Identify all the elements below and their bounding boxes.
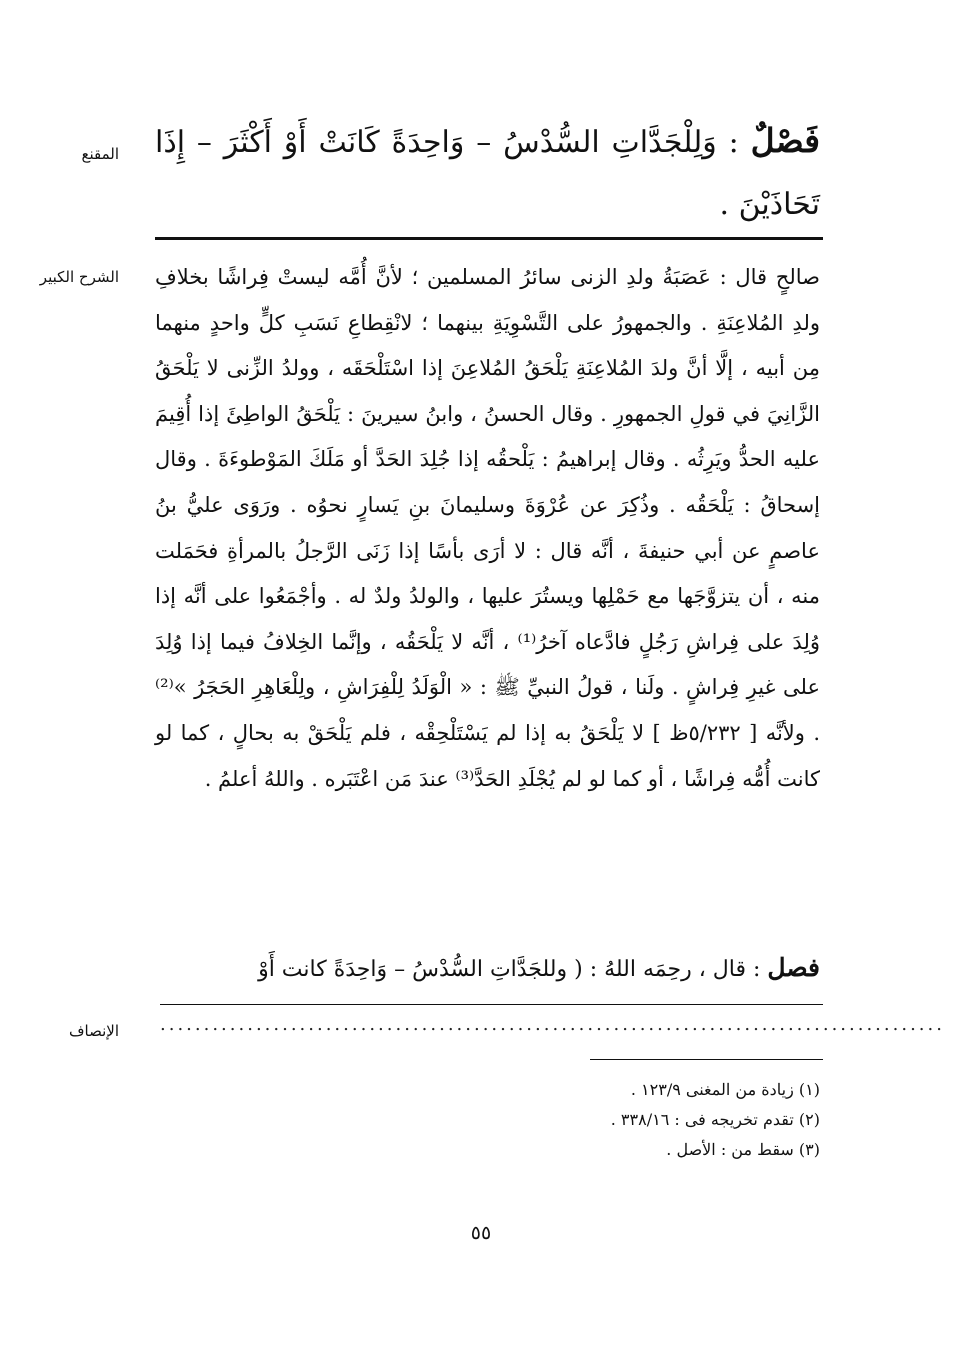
page-number: ٥٥ xyxy=(470,1222,492,1244)
insaf-divider-rule xyxy=(160,1004,823,1005)
sharh-text: صالحٍ قال : عَصَبَةُ ولدِ الزنى سائرُ المسلمين ؛ لأنَّ أُمَّه ليستْ فِراشًا بخلافِ ولدِ المُلاعِنَةِ . والجمهورُ على التَّسْوِيَةِ بينهما ؛ لانْقِطاعِ نَسَبِ كلٍّ واحدٍ منهما مِن أبيه ، إلَّا أنَّ ولدَ المُلاعِنَةِ يَلْحَقُ المُلاعِنَ إذا اسْتَلْحَقَه ، وولدُ الزِّنى لا يَلْحَقُ الزَّانِيَ في قولِ الجمهورِ . وقال الحسنُ ، وابنُ سيرينَ : يَلْحَقُ الواطِئَ إذا أُقِيمَ عليه الحدُّ ويَرِثُه . وقال إبراهيمُ : يَلْحقُه إذا جُلِدَ الحَدَّ أو مَلَكَ المَوْطوءَةَ . وقال إسحاقُ : يَلْحَقُه . وذُكِرَ عن عُرْوَةَ وسليمانَ بنِ يَسارٍ نحوُه . ورَوَى عليُّ بنُ عاصمٍ عن أبي حنيفةَ ، أنَّه قال : لا أرَى بأسًا إذا زَنَى الرَّجلُ بالمرأةِ فحَمَلت منه ، أن يتزوَّجَها مع حَمْلِها ويستُرَ عليها ، والولدُ ولدٌ له . وأجْمَعُوا على أنَّه إذا وُلِدَ على فِراشِ رَجُلٍ فادَّعاه آخرُ⁽¹⁾ ، أنَّه لا يَلْحَقُه ، وإنَّما الخِلافُ فيما إذا وُلِدَ على غيرِ فِراشٍ . ولَنا ، قولُ النبيِّ ﷺ : « الْوَلَدُ لِلْفِرَاشِ ، ولِلْعَاهِرِ الحَجَرُ »⁽²⁾ . ولأنَّه [ ٥/٢٣٢ظ ] لا يَلْحَقُ به إذا لم يَسْتَلْحِقْه ، فلم يَلْحَقْ به بحالٍ ، كما لو كانت أُمُّه فِراشًا ، أو كما لو لم يُجْلَدِ الحَدَّ⁽³⁾ عندَ مَن اعْتَبَره . واللهُ أعلمُ . xyxy=(155,265,820,791)
insaf-section xyxy=(155,948,820,990)
footnotes xyxy=(300,1075,820,1165)
margin-label-insaf: الإنصاف xyxy=(68,1022,119,1040)
footnote-item: (٢) تقدم تخريجه فى : ٣٣٨/١٦ . xyxy=(610,1110,820,1129)
matn-divider-rule xyxy=(155,237,823,240)
footnote-item: (٣) سقط من : الأصل . xyxy=(666,1140,820,1159)
matn-text: : وَلِلْجَدَّاتِ السُّدْسُ – وَاحِدَةً كَانَتْ أَوْ أَكْثَرَ – إِذَا تَحَاذَيْنَ . xyxy=(155,125,820,222)
matn-heading: فَصْلٌ xyxy=(750,121,820,160)
matn-section xyxy=(155,110,820,236)
dotted-line: .......................................................................................... xyxy=(160,1014,945,1035)
sharh-section xyxy=(155,255,820,802)
margin-label-sharh: الشرح الكبير xyxy=(39,268,119,286)
margin-label-muqni: المقنع xyxy=(81,145,119,163)
footnote-separator xyxy=(590,1059,823,1060)
footnote-item: (١) زيادة من المغنى ١٢٣/٩ . xyxy=(630,1080,820,1099)
insaf-heading: فصل xyxy=(767,953,820,982)
insaf-text: : قال ، رحِمَه اللهُ : ( وللجَدَّاتِ السُّدْسُ – وَاحِدَةً كانت أَوْ xyxy=(258,957,761,982)
